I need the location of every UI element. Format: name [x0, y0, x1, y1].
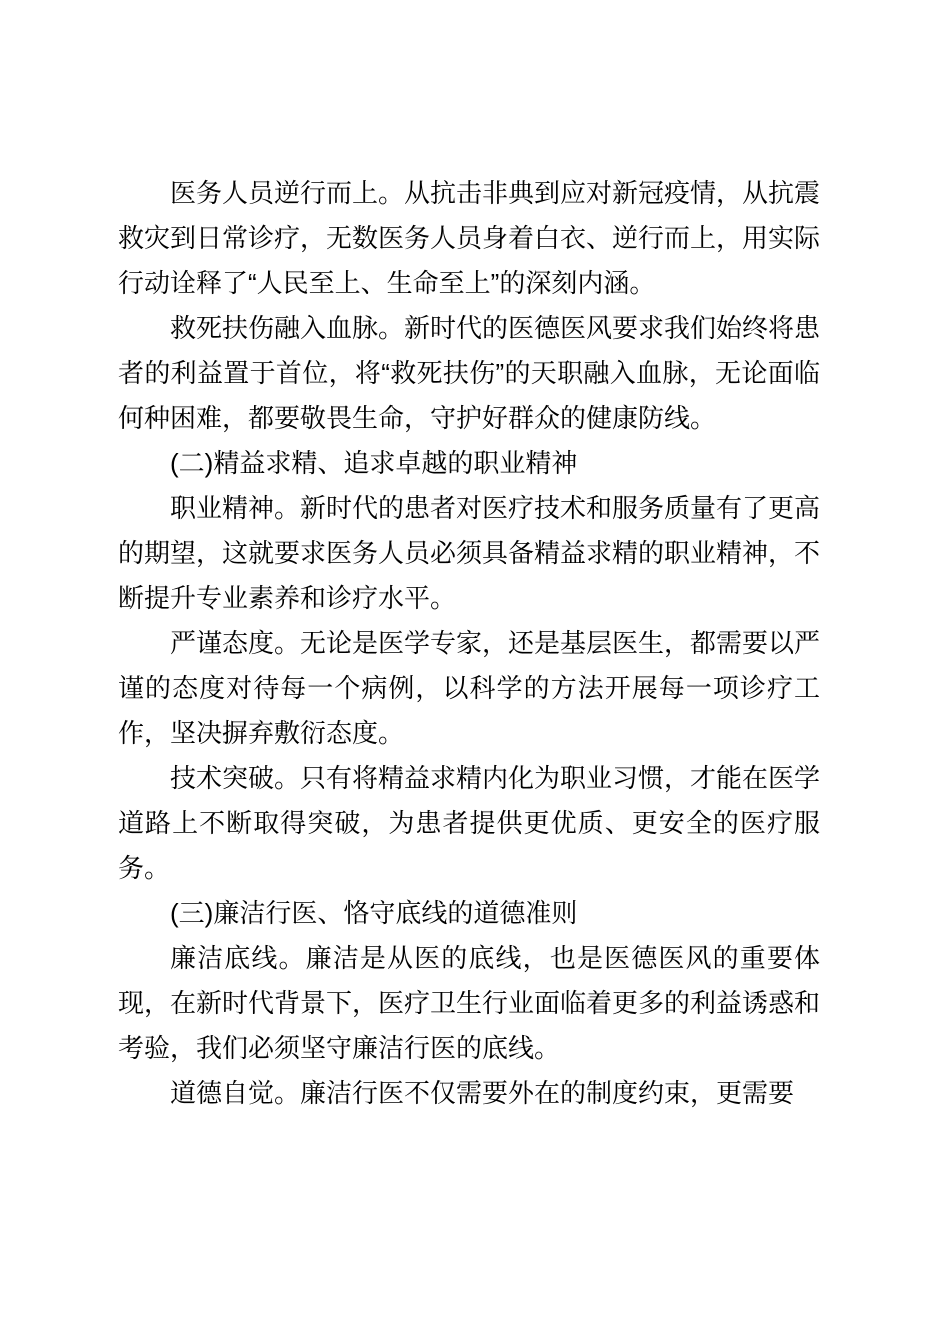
paragraph-rigorous-attitude: 严谨态度。无论是医学专家，还是基层医生，都需要以严谨的态度对待每一个病例，以科学的方法开展每一项诊疗工作，坚决摒弃敷衍态度。 — [118, 628, 821, 748]
section-heading-2: (二)精益求精、追求卓越的职业精神 — [170, 448, 578, 478]
paragraph-technical-breakthrough: 技术突破。只有将精益求精内化为职业习惯，才能在医学道路上不断取得突破，为患者提供更优质、更安全的医疗服务。 — [118, 763, 821, 883]
paragraph-professional-spirit: 职业精神。新时代的患者对医疗技术和服务质量有了更高的期望，这就要求医务人员必须具备精益求精的职业精神，不断提升专业素养和诊疗水平。 — [118, 493, 821, 613]
paragraph-medical-staff: 医务人员逆行而上。从抗击非典到应对新冠疫情，从抗震救灾到日常诊疗，无数医务人员身着白衣、逆行而上，用实际行动诠释了“人民至上、生命至上”的深刻内涵。 — [118, 178, 821, 298]
section-heading-3: (三)廉洁行医、恪守底线的道德准则 — [170, 898, 578, 928]
paragraph-moral-consciousness: 道德自觉。廉洁行医不仅需要外在的制度约束，更需要 — [170, 1078, 795, 1108]
paragraph-healing-duty: 救死扶伤融入血脉。新时代的医德医风要求我们始终将患者的利益置于首位，将“救死扶伤”的天职融入血脉，无论面临何种困难，都要敬畏生命，守护好群众的健康防线。 — [118, 313, 821, 433]
paragraph-integrity-bottom-line: 廉洁底线。廉洁是从医的底线，也是医德医风的重要体现，在新时代背景下，医疗卫生行业面临着更多的利益诱惑和考验，我们必须坚守廉洁行医的底线。 — [118, 943, 821, 1063]
document-text-block — [118, 171, 820, 1116]
